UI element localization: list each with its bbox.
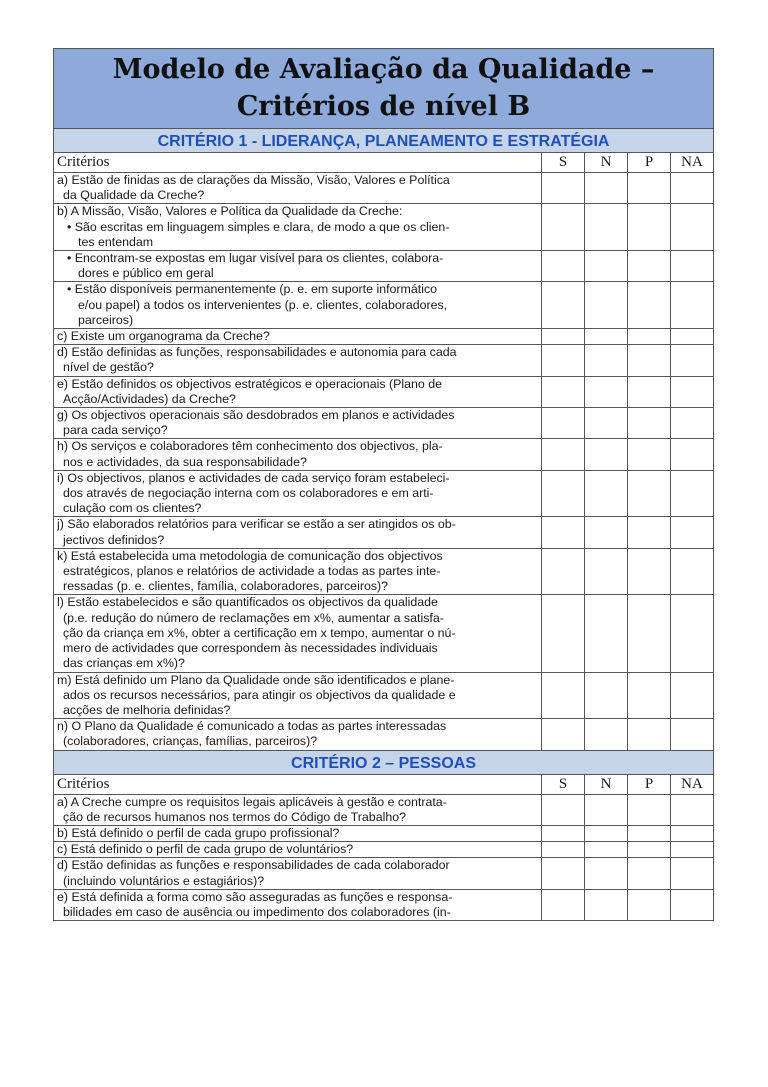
criterion-line: b) A Missão, Visão, Valores e Política da Qualidade da Creche: bbox=[57, 204, 403, 219]
column-header-na: NA bbox=[671, 774, 714, 794]
criterion-line: c) Existe um organograma da Creche? bbox=[57, 329, 270, 344]
answer-cell-p[interactable] bbox=[628, 672, 671, 719]
criterion-text bbox=[54, 672, 542, 719]
criterion-text bbox=[54, 204, 542, 251]
answer-cell-p[interactable] bbox=[628, 858, 671, 889]
answer-cell-p[interactable] bbox=[628, 595, 671, 672]
criterion-line: • São escritas em linguagem simples e clara, de modo a que os clien- bbox=[67, 219, 450, 234]
criterion-text bbox=[54, 889, 542, 920]
criterion-line: ressadas (p. e. clientes, família, colaboradores, parceiros)? bbox=[63, 579, 389, 594]
criterion-line: culação com os clientes? bbox=[63, 501, 202, 516]
criterion-line: da Qualidade da Creche? bbox=[63, 188, 205, 203]
answer-cell-na[interactable] bbox=[671, 548, 714, 595]
criterion-text bbox=[54, 794, 542, 825]
answer-cell-na[interactable] bbox=[671, 173, 714, 204]
criterion-line: (colaboradores, crianças, famílias, parceiros)? bbox=[63, 734, 318, 749]
criterion-line: bilidades em caso de ausência ou impedimento dos colaboradores (in- bbox=[63, 904, 451, 919]
column-header-n: N bbox=[585, 153, 628, 173]
answer-cell-n[interactable] bbox=[585, 548, 628, 595]
criterion-line: k) Está estabelecida uma metodologia de comunicação dos objectivos bbox=[57, 548, 443, 563]
answer-cell-na[interactable] bbox=[671, 595, 714, 672]
section-heading-row bbox=[54, 750, 714, 774]
answer-cell-na[interactable] bbox=[671, 719, 714, 750]
criterion-line: h) Os serviços e colaboradores têm conhecimento dos objectivos, pla- bbox=[57, 439, 443, 454]
answer-cell-n[interactable] bbox=[585, 173, 628, 204]
answer-cell-s[interactable] bbox=[542, 251, 585, 282]
answer-cell-s[interactable] bbox=[542, 719, 585, 750]
criterion-line: dores e público em geral bbox=[78, 266, 214, 281]
criterion-row bbox=[54, 842, 714, 858]
answer-cell-s[interactable] bbox=[542, 858, 585, 889]
title-row bbox=[54, 49, 714, 129]
answer-cell-s[interactable] bbox=[542, 794, 585, 825]
criterion-line: acções de melhoria definidas? bbox=[63, 702, 231, 717]
answer-cell-n[interactable] bbox=[585, 251, 628, 282]
answer-cell-n[interactable] bbox=[585, 204, 628, 251]
answer-cell-s[interactable] bbox=[542, 889, 585, 920]
answer-cell-na[interactable] bbox=[671, 376, 714, 407]
answer-cell-s[interactable] bbox=[542, 595, 585, 672]
answer-cell-p[interactable] bbox=[628, 719, 671, 750]
answer-cell-s[interactable] bbox=[542, 329, 585, 345]
answer-cell-p[interactable] bbox=[628, 889, 671, 920]
criterion-text bbox=[54, 376, 542, 407]
criterion-text bbox=[54, 825, 542, 841]
criterion-text bbox=[54, 858, 542, 889]
criterion-row bbox=[54, 329, 714, 345]
answer-cell-p[interactable] bbox=[628, 825, 671, 841]
answer-cell-n[interactable] bbox=[585, 858, 628, 889]
answer-cell-n[interactable] bbox=[585, 408, 628, 439]
answer-cell-na[interactable] bbox=[671, 251, 714, 282]
answer-cell-s[interactable] bbox=[542, 439, 585, 470]
column-header-row bbox=[54, 153, 714, 173]
answer-cell-s[interactable] bbox=[542, 672, 585, 719]
criterion-row bbox=[54, 251, 714, 282]
answer-cell-s[interactable] bbox=[542, 517, 585, 548]
section-heading-row bbox=[54, 129, 714, 153]
answer-cell-n[interactable] bbox=[585, 329, 628, 345]
answer-cell-s[interactable] bbox=[542, 470, 585, 517]
criterion-row bbox=[54, 517, 714, 548]
criterion-text bbox=[54, 842, 542, 858]
criterion-line: d) Estão definidas as funções e responsabilidades de cada colaborador bbox=[57, 858, 450, 873]
criterion-row bbox=[54, 439, 714, 470]
answer-cell-n[interactable] bbox=[585, 889, 628, 920]
criterion-text bbox=[54, 345, 542, 376]
answer-cell-s[interactable] bbox=[542, 204, 585, 251]
criterion-line: Acção/Actividades) da Creche? bbox=[63, 391, 236, 406]
answer-cell-s[interactable] bbox=[542, 173, 585, 204]
document-title bbox=[54, 49, 714, 129]
answer-cell-p[interactable] bbox=[628, 376, 671, 407]
criterion-line: e/ou papel) a todos os intervenientes (p. e. clientes, colaboradores, bbox=[78, 297, 448, 312]
criterion-text bbox=[54, 439, 542, 470]
criterion-line: jectivos definidos? bbox=[63, 532, 165, 547]
criterion-row bbox=[54, 282, 714, 329]
answer-cell-n[interactable] bbox=[585, 719, 628, 750]
column-header-na: NA bbox=[671, 153, 714, 173]
criterion-text bbox=[54, 517, 542, 548]
column-header-p: P bbox=[628, 153, 671, 173]
criterion-text bbox=[54, 470, 542, 517]
criterion-line: b) Está definido o perfil de cada grupo profissional? bbox=[57, 825, 340, 840]
answer-cell-p[interactable] bbox=[628, 251, 671, 282]
answer-cell-n[interactable] bbox=[585, 282, 628, 329]
answer-cell-s[interactable] bbox=[542, 825, 585, 841]
answer-cell-p[interactable] bbox=[628, 548, 671, 595]
answer-cell-n[interactable] bbox=[585, 595, 628, 672]
answer-cell-s[interactable] bbox=[542, 345, 585, 376]
title-line-2: Critérios de nível B bbox=[236, 91, 531, 122]
criterion-line: nível de gestão? bbox=[63, 360, 154, 375]
column-header-row bbox=[54, 774, 714, 794]
answer-cell-p[interactable] bbox=[628, 329, 671, 345]
answer-cell-s[interactable] bbox=[542, 376, 585, 407]
criterion-text bbox=[54, 173, 542, 204]
section-heading: CRITÉRIO 1 - LIDERANÇA, PLANEAMENTO E ESTRATÉGIA bbox=[54, 129, 714, 153]
answer-cell-p[interactable] bbox=[628, 204, 671, 251]
criterion-line: c) Está definido o perfil de cada grupo de voluntários? bbox=[57, 842, 354, 857]
criterion-row bbox=[54, 889, 714, 920]
criterion-line: i) Os objectivos, planos e actividades de cada serviço foram estabeleci- bbox=[57, 470, 450, 485]
column-header-n: N bbox=[585, 774, 628, 794]
answer-cell-n[interactable] bbox=[585, 842, 628, 858]
title-line-1: Modelo de Avaliação da Qualidade – bbox=[112, 54, 655, 85]
answer-cell-na[interactable] bbox=[671, 439, 714, 470]
criterion-text bbox=[54, 719, 542, 750]
answer-cell-s[interactable] bbox=[542, 282, 585, 329]
criterion-row bbox=[54, 548, 714, 595]
answer-cell-n[interactable] bbox=[585, 345, 628, 376]
criterion-row bbox=[54, 376, 714, 407]
criterion-line: j) São elaborados relatórios para verificar se estão a ser atingidos os ob- bbox=[57, 517, 456, 532]
criterion-line: l) Estão estabelecidos e são quantificados os objectivos da qualidade bbox=[57, 595, 438, 610]
criterion-text bbox=[54, 251, 542, 282]
criterion-line: a) Estão de finidas as de clarações da Missão, Visão, Valores e Política bbox=[57, 173, 450, 187]
answer-cell-na[interactable] bbox=[671, 517, 714, 548]
criterion-row bbox=[54, 470, 714, 517]
criterion-row bbox=[54, 719, 714, 750]
criterion-row bbox=[54, 204, 714, 251]
answer-cell-na[interactable] bbox=[671, 825, 714, 841]
criterion-line: e) Estão definidos os objectivos estratégicos e operacionais (Plano de bbox=[57, 376, 443, 391]
column-header-s: S bbox=[542, 774, 585, 794]
criterion-line: mero de actividades que correspondem às necessidades individuais bbox=[63, 641, 438, 656]
answer-cell-s[interactable] bbox=[542, 408, 585, 439]
column-header-criterios: Critérios bbox=[54, 153, 542, 173]
answer-cell-na[interactable] bbox=[671, 329, 714, 345]
answer-cell-na[interactable] bbox=[671, 282, 714, 329]
answer-cell-p[interactable] bbox=[628, 517, 671, 548]
answer-cell-na[interactable] bbox=[671, 204, 714, 251]
criterion-row bbox=[54, 672, 714, 719]
answer-cell-n[interactable] bbox=[585, 470, 628, 517]
criterion-row bbox=[54, 345, 714, 376]
criterion-line: (incluindo voluntários e estagiários)? bbox=[63, 873, 265, 888]
answer-cell-na[interactable] bbox=[671, 408, 714, 439]
criterion-row bbox=[54, 794, 714, 825]
answer-cell-s[interactable] bbox=[542, 842, 585, 858]
criterion-text bbox=[54, 282, 542, 329]
criterion-row bbox=[54, 408, 714, 439]
criterion-line: • Estão disponíveis permanentemente (p. e. em suporte informático bbox=[67, 282, 438, 297]
criterion-row bbox=[54, 825, 714, 841]
answer-cell-s[interactable] bbox=[542, 548, 585, 595]
answer-cell-na[interactable] bbox=[671, 858, 714, 889]
criteria-table bbox=[53, 48, 714, 921]
answer-cell-p[interactable] bbox=[628, 439, 671, 470]
answer-cell-n[interactable] bbox=[585, 672, 628, 719]
criterion-line: tes entendam bbox=[78, 234, 154, 249]
criterion-line: nos e actividades, da sua responsabilidade? bbox=[63, 454, 307, 469]
criterion-row bbox=[54, 173, 714, 204]
criterion-row bbox=[54, 858, 714, 889]
criterion-line: • Encontram-se expostas em lugar visível para os clientes, colabora- bbox=[67, 251, 444, 266]
criterion-line: (p.e. redução do número de reclamações em x%, aumentar a satisfa- bbox=[63, 610, 444, 625]
answer-cell-na[interactable] bbox=[671, 672, 714, 719]
criterion-text bbox=[54, 548, 542, 595]
criterion-line: ção da criança em x%, obter a certificação em x tempo, aumentar o nú- bbox=[63, 625, 456, 640]
criterion-text bbox=[54, 595, 542, 672]
answer-cell-n[interactable] bbox=[585, 439, 628, 470]
criterion-line: ados os recursos necessários, para atingir os objectivos da qualidade e bbox=[63, 687, 456, 702]
answer-cell-p[interactable] bbox=[628, 470, 671, 517]
criterion-line: e) Está definida a forma como são asseguradas as funções e responsa- bbox=[57, 889, 453, 904]
criterion-line: g) Os objectivos operacionais são desdobrados em planos e actividades bbox=[57, 408, 455, 423]
answer-cell-p[interactable] bbox=[628, 345, 671, 376]
answer-cell-p[interactable] bbox=[628, 794, 671, 825]
column-header-s: S bbox=[542, 153, 585, 173]
criterion-line: m) Está definido um Plano da Qualidade onde são identificados e plane- bbox=[57, 672, 455, 687]
column-header-criterios: Critérios bbox=[54, 774, 542, 794]
evaluation-document bbox=[53, 48, 713, 921]
criterion-text bbox=[54, 329, 542, 345]
section-heading: CRITÉRIO 2 – PESSOAS bbox=[54, 750, 714, 774]
criterion-line: para cada serviço? bbox=[63, 423, 168, 438]
answer-cell-p[interactable] bbox=[628, 842, 671, 858]
column-header-p: P bbox=[628, 774, 671, 794]
criterion-line: n) O Plano da Qualidade é comunicado a todas as partes interessadas bbox=[57, 719, 447, 734]
criterion-text bbox=[54, 408, 542, 439]
answer-cell-na[interactable] bbox=[671, 470, 714, 517]
answer-cell-p[interactable] bbox=[628, 408, 671, 439]
answer-cell-p[interactable] bbox=[628, 282, 671, 329]
answer-cell-n[interactable] bbox=[585, 517, 628, 548]
answer-cell-na[interactable] bbox=[671, 842, 714, 858]
answer-cell-p[interactable] bbox=[628, 173, 671, 204]
criterion-line: estratégicos, planos e relatórios de actividade a todas as partes inte- bbox=[63, 564, 441, 579]
criterion-line: ção de recursos humanos nos termos do Código de Trabalho? bbox=[63, 809, 407, 824]
criterion-row bbox=[54, 595, 714, 672]
answer-cell-na[interactable] bbox=[671, 794, 714, 825]
criterion-line: das crianças em x%)? bbox=[63, 656, 185, 671]
criterion-line: parceiros) bbox=[78, 312, 134, 327]
criterion-line: d) Estão definidas as funções, responsabilidades e autonomia para cada bbox=[57, 345, 457, 360]
criterion-line: dos através de negociação interna com os colaboradores e em arti- bbox=[63, 486, 434, 501]
answer-cell-n[interactable] bbox=[585, 376, 628, 407]
criterion-line: a) A Creche cumpre os requisitos legais aplicáveis à gestão e contrata- bbox=[57, 794, 447, 809]
answer-cell-n[interactable] bbox=[585, 794, 628, 825]
answer-cell-na[interactable] bbox=[671, 345, 714, 376]
answer-cell-n[interactable] bbox=[585, 825, 628, 841]
answer-cell-na[interactable] bbox=[671, 889, 714, 920]
